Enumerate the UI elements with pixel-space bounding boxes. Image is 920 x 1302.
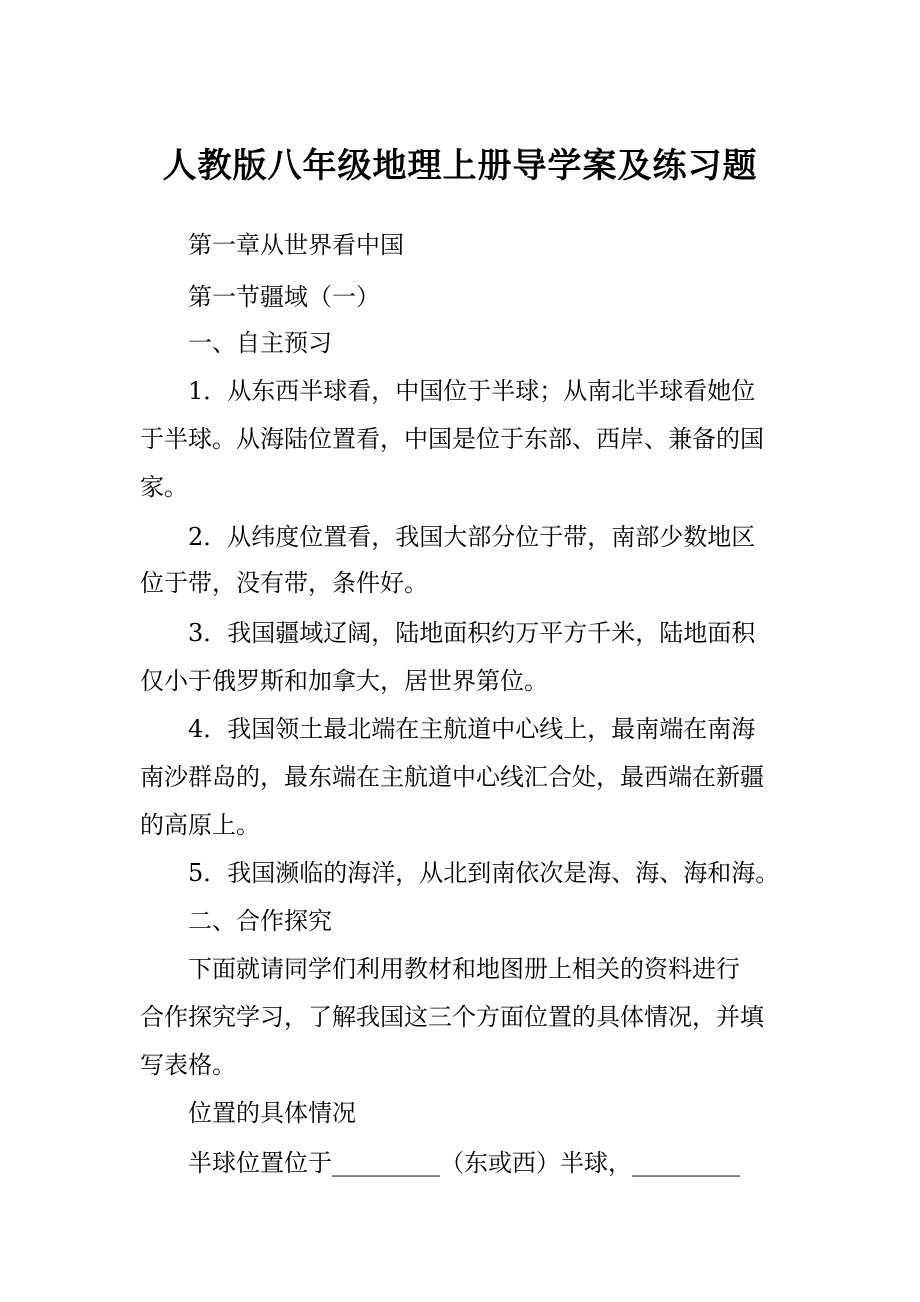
- question-2-line-1: 2．从纬度位置看，我国大部分位于带，南部少数地区: [188, 523, 756, 551]
- intro-line-1: 下面就请同学们利用教材和地图册上相关的资料进行: [188, 955, 740, 983]
- question-5: 5．我国濒临的海洋，从北到南依次是海、海、海和海。: [188, 859, 780, 887]
- intro-line-3: 写表格。: [140, 1051, 236, 1079]
- question-1-line-2: 于半球。从海陆位置看，中国是位于东部、西岸、兼备的国: [140, 425, 764, 453]
- hemisphere-fill-line: 半球位置位于_________（东或西）半球，_________: [188, 1149, 740, 1177]
- question-1-line-3: 家。: [140, 473, 188, 501]
- question-4-line-2: 南沙群岛的，最东端在主航道中心线汇合处，最西端在新疆: [140, 763, 764, 791]
- part-heading-explore: 二、合作探究: [188, 907, 332, 935]
- intro-line-2: 合作探究学习，了解我国这三个方面位置的具体情况，并填: [140, 1003, 764, 1031]
- part-heading-preview: 一、自主预习: [188, 329, 332, 357]
- question-1-line-1: 1．从东西半球看，中国位于半球；从南北半球看她位: [188, 377, 756, 405]
- document-title: 人教版八年级地理上册导学案及练习题: [162, 146, 758, 186]
- section-heading: 第一节疆域（一）: [188, 283, 380, 311]
- question-4-line-3: 的高原上。: [140, 811, 260, 839]
- question-3-line-2: 仅小于俄罗斯和加拿大，居世界第位。: [140, 667, 548, 695]
- table-heading: 位置的具体情况: [188, 1099, 356, 1127]
- chapter-heading: 第一章从世界看中国: [188, 231, 404, 259]
- question-3-line-1: 3．我国疆域辽阔，陆地面积约万平方千米，陆地面积: [188, 619, 756, 647]
- question-2-line-2: 位于带，没有带，条件好。: [140, 569, 428, 597]
- question-4-line-1: 4．我国领土最北端在主航道中心线上，最南端在南海: [188, 715, 756, 743]
